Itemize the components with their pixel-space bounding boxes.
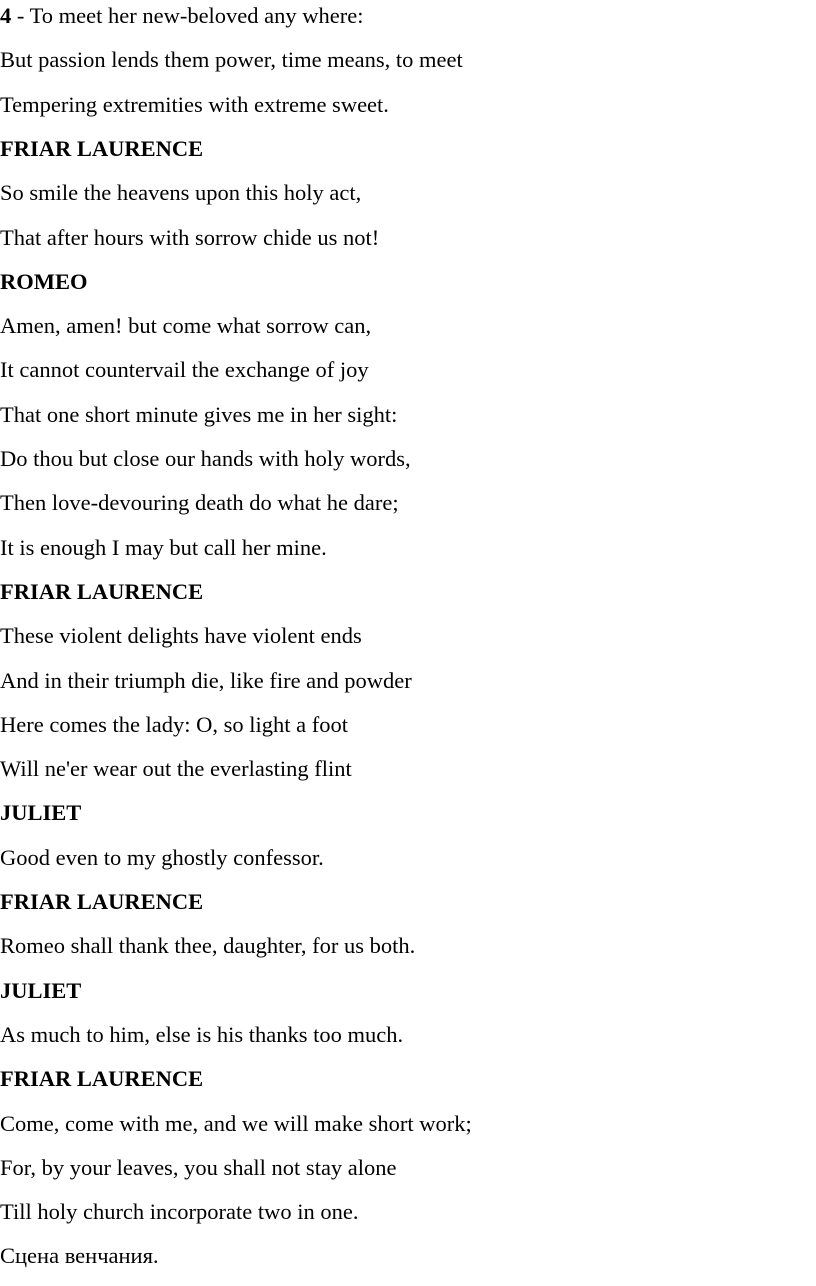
speaker-name: FRIAR LAURENCE — [0, 1066, 204, 1092]
speaker-name: FRIAR LAURENCE — [0, 889, 204, 914]
verse-line: Then love-devouring death do what he dare; — [0, 490, 399, 516]
verse-line: It is enough I may but call her mine. — [0, 534, 327, 560]
verse-line: Do thou but close our hands with holy words, — [0, 446, 411, 471]
speaker-name: ROMEO — [0, 268, 88, 294]
verse-line: Till holy church incorporate two in one. — [0, 1199, 359, 1225]
verse-line: Here comes the lady: O, so light a foot — [0, 711, 349, 737]
verse-line: And in their triumph die, like fire and powder — [0, 667, 412, 693]
verse-line: For, by your leaves, you shall not stay alone — [0, 1154, 397, 1180]
verse-line: So smile the heavens upon this holy act, — [0, 180, 362, 206]
verse-line: Good even to my ghostly confessor. — [0, 844, 324, 870]
verse-line: As much to him, else is his thanks too much. — [0, 1021, 404, 1047]
verse-line: But passion lends them power, time means, to meet — [0, 47, 463, 73]
verse-line: These violent delights have violent ends — [0, 623, 362, 649]
speaker-name: FRIAR LAURENCE — [0, 578, 204, 604]
verse-line: Will ne'er wear out the everlasting flint — [0, 756, 352, 782]
verse-line: - To meet her new-beloved any where: — [11, 3, 364, 28]
verse-line: Amen, amen! but come what sorrow can, — [0, 313, 372, 339]
speaker-name: FRIAR LAURENCE — [0, 135, 204, 161]
verse-line: Tempering extremities with extreme sweet. — [0, 91, 389, 117]
speaker-name: JULIET — [0, 800, 82, 826]
speaker-name: JULIET — [0, 977, 82, 1003]
verse-line: Сцена венчания. — [0, 1243, 159, 1269]
document-line — [0, 1, 364, 31]
verse-line: It cannot countervail the exchange of joy — [0, 357, 369, 383]
fragment-number: 4 — [0, 3, 12, 28]
verse-line: Come, come with me, and we will make short work; — [0, 1110, 472, 1136]
verse-line: That one short minute gives me in her sight: — [0, 401, 398, 427]
verse-line: That after hours with sorrow chide us not! — [0, 224, 380, 250]
verse-line: Romeo shall thank thee, daughter, for us both. — [0, 933, 416, 959]
